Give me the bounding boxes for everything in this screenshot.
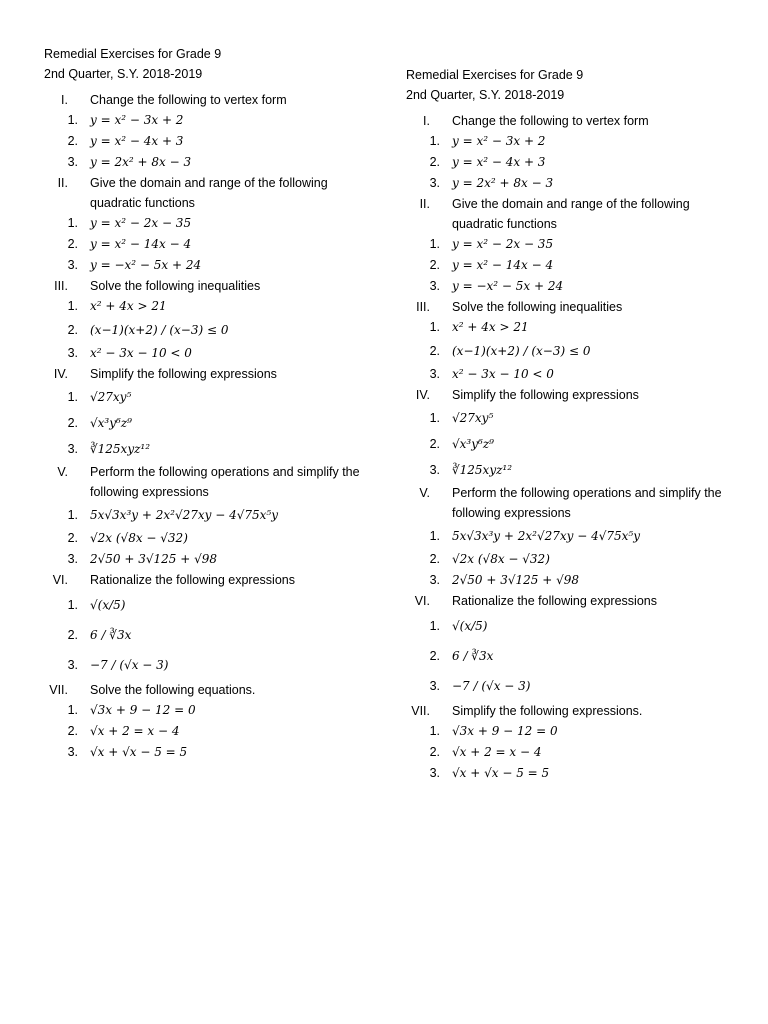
worksheet-quarter: 2nd Quarter, S.Y. 2018-2019 (406, 88, 565, 102)
left-worksheet (44, 44, 404, 763)
problem: 3. 𝑦 = 2𝑥² + 8𝑥 − 3 (429, 176, 554, 190)
section-heading: III. Solve the following inequalities (54, 279, 261, 293)
problem: 1. 𝑦 = 𝑥² − 2𝑥 − 35 (429, 237, 554, 251)
problem: 2. (𝑥−1)(𝑥+2) / (𝑥−3) ≤ 0 (67, 323, 229, 337)
section-heading: V. Perform the following operations and simplify the following expressions (57, 465, 360, 499)
problem: 2. √𝑥³𝑦⁶𝑧⁹ (67, 416, 132, 430)
problem: 3. √𝑥 + √𝑥 − 5 = 5 (67, 745, 188, 759)
problem: 3. 2√50 + 3√125 + √98 (429, 573, 580, 587)
problem: 1. 𝑦 = 𝑥² − 3𝑥 + 2 (67, 113, 184, 127)
worksheet-title: Remedial Exercises for Grade 9 (406, 68, 584, 82)
problem: 1. 𝑦 = 𝑥² − 2𝑥 − 35 (67, 216, 192, 230)
problem: 2. 𝑦 = 𝑥² − 4𝑥 + 3 (429, 155, 546, 169)
problem: 1. √3𝑥 + 9 − 12 = 0 (429, 724, 558, 738)
worksheet-title: Remedial Exercises for Grade 9 (44, 47, 222, 61)
problem: 3. −7 / (√𝑥 − 3) (429, 679, 531, 693)
problem: 1. √27𝑥𝑦⁵ (67, 390, 132, 404)
problem: 1. √3𝑥 + 9 − 12 = 0 (67, 703, 196, 717)
worksheet-quarter: 2nd Quarter, S.Y. 2018-2019 (44, 67, 203, 81)
problem: 1. 5𝑥√3𝑥³𝑦 + 2𝑥²√27𝑥𝑦 − 4√75𝑥⁵𝑦 (67, 508, 278, 522)
section-heading: VII. Simplify the following expressions. (411, 704, 643, 718)
section-heading: V. Perform the following operations and simplify the following expressions (419, 486, 722, 520)
problem: 3. 2√50 + 3√125 + √98 (67, 552, 218, 566)
section-heading: III. Solve the following inequalities (416, 300, 623, 314)
problem: 3. 𝑥² − 3𝑥 − 10 < 0 (67, 346, 192, 360)
problem: 2. 𝑦 = 𝑥² − 14𝑥 − 4 (67, 237, 192, 251)
problem: 1. √27𝑥𝑦⁵ (429, 411, 494, 425)
problem: 1. 𝑦 = 𝑥² − 3𝑥 + 2 (429, 134, 546, 148)
problem: 1. √(𝑥/5) (67, 598, 126, 612)
problem: 2. √𝑥 + 2 = 𝑥 − 4 (429, 745, 542, 759)
section-heading: IV. Simplify the following expressions (415, 388, 639, 402)
problem: 2. 𝑦 = 𝑥² − 4𝑥 + 3 (67, 134, 184, 148)
problem: 1. 5𝑥√3𝑥³𝑦 + 2𝑥²√27𝑥𝑦 − 4√75𝑥⁵𝑦 (429, 529, 640, 543)
problem: 1. 𝑥² + 4𝑥 > 21 (67, 299, 167, 313)
section-heading: VI. Rationalize the following expressions (414, 594, 657, 608)
problem: 2. 6 / ∛3𝑥 (67, 628, 132, 642)
section-heading: II. Give the domain and range of the following quadratic functions (57, 176, 328, 210)
section-heading: I. Change the following to vertex form (423, 114, 649, 128)
problem: 3. 𝑦 = −𝑥² − 5𝑥 + 24 (67, 258, 202, 272)
problem: 2. 6 / ∛3𝑥 (429, 649, 494, 663)
problem: 3. 𝑦 = −𝑥² − 5𝑥 + 24 (429, 279, 564, 293)
problem: 1. 𝑥² + 4𝑥 > 21 (429, 320, 529, 334)
problem: 3. 𝑥² − 3𝑥 − 10 < 0 (429, 367, 554, 381)
problem: 3. √𝑥 + √𝑥 − 5 = 5 (429, 766, 550, 780)
problem: 3. ∛125𝑥𝑦𝑧¹² (67, 442, 151, 456)
problem: 2. √2𝑥 (√8𝑥 − √32) (429, 552, 550, 566)
section-heading: VI. Rationalize the following expressions (52, 573, 295, 587)
section-heading: IV. Simplify the following expressions (53, 367, 277, 381)
right-worksheet (406, 65, 766, 784)
section-heading: I. Change the following to vertex form (61, 93, 287, 107)
problem: 3. 𝑦 = 2𝑥² + 8𝑥 − 3 (67, 155, 192, 169)
section-heading: II. Give the domain and range of the following quadratic functions (419, 197, 690, 231)
problem: 2. √2𝑥 (√8𝑥 − √32) (67, 531, 188, 545)
problem: 2. (𝑥−1)(𝑥+2) / (𝑥−3) ≤ 0 (429, 344, 591, 358)
problem: 3. ∛125𝑥𝑦𝑧¹² (429, 463, 513, 477)
problem: 2. 𝑦 = 𝑥² − 14𝑥 − 4 (429, 258, 554, 272)
problem: 3. −7 / (√𝑥 − 3) (67, 658, 169, 672)
problem: 2. √𝑥 + 2 = 𝑥 − 4 (67, 724, 180, 738)
problem: 2. √𝑥³𝑦⁶𝑧⁹ (429, 437, 494, 451)
problem: 1. √(𝑥/5) (429, 619, 488, 633)
section-heading: VII. Solve the following equations. (49, 683, 256, 697)
